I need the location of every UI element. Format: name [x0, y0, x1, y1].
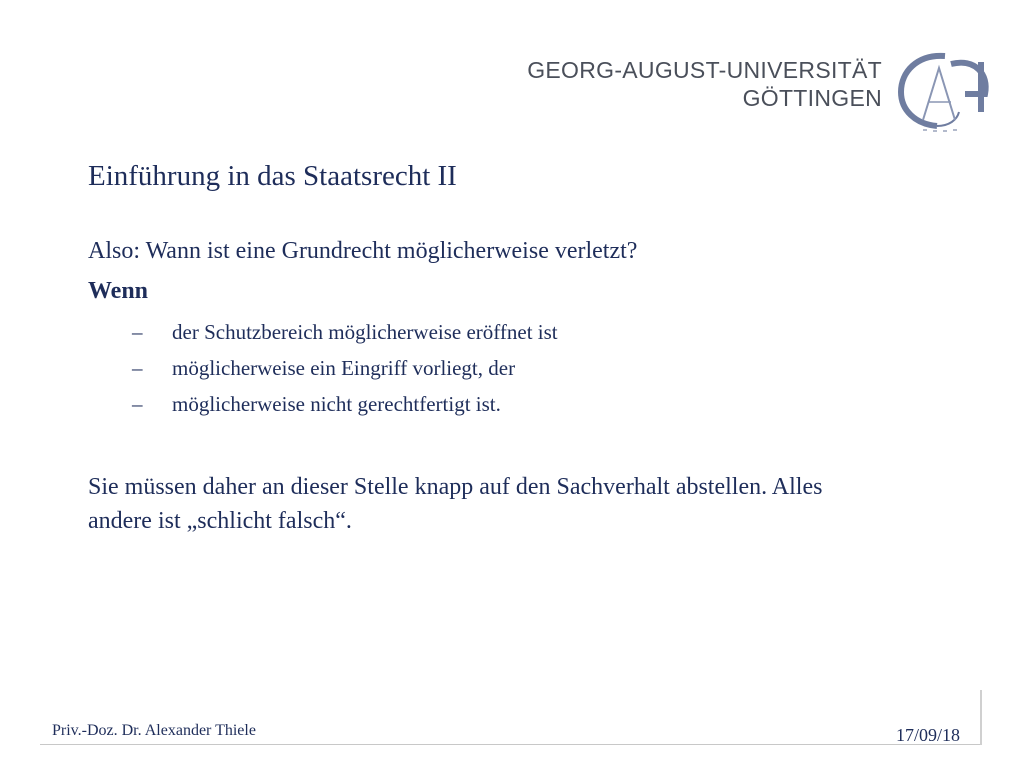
conclusion-paragraph: Sie müssen daher an dieser Stelle knapp auf den Sachverhalt abstellen. Alles andere ist „schlicht falsch“.	[88, 474, 823, 534]
question-line: Also: Wann ist eine Grundrecht möglicherweise verletzt?	[88, 238, 638, 264]
list-item	[132, 350, 908, 386]
footer-date: 17/09/18	[896, 725, 961, 745]
footer-divider-vertical	[980, 690, 982, 745]
university-name-line2: GÖTTINGEN	[742, 85, 882, 111]
list-item	[132, 386, 908, 422]
dash-bullet-icon: –	[132, 320, 143, 344]
list-item-text: möglicherweise nicht gerechtfertigt ist.	[172, 392, 501, 416]
dash-bullet-icon: –	[132, 356, 143, 380]
list-item-text: der Schutzbereich möglicherweise eröffnet ist	[172, 320, 558, 344]
list-item	[132, 314, 908, 350]
slide-title: Einführung in das Staatsrecht II	[88, 160, 457, 192]
university-seal-icon	[893, 48, 993, 134]
dash-bullet-icon: –	[132, 392, 143, 416]
lead-word: Wenn	[88, 278, 149, 304]
condition-list	[88, 314, 908, 422]
slide-content	[88, 234, 908, 538]
footer-author: Priv.-Doz. Dr. Alexander Thiele	[52, 722, 256, 739]
university-name-line1: GEORG-AUGUST-UNIVERSITÄT	[527, 57, 882, 83]
list-item-text: möglicherweise ein Eingriff vorliegt, der	[172, 356, 516, 380]
university-name	[527, 56, 882, 112]
footer-divider	[40, 744, 980, 745]
